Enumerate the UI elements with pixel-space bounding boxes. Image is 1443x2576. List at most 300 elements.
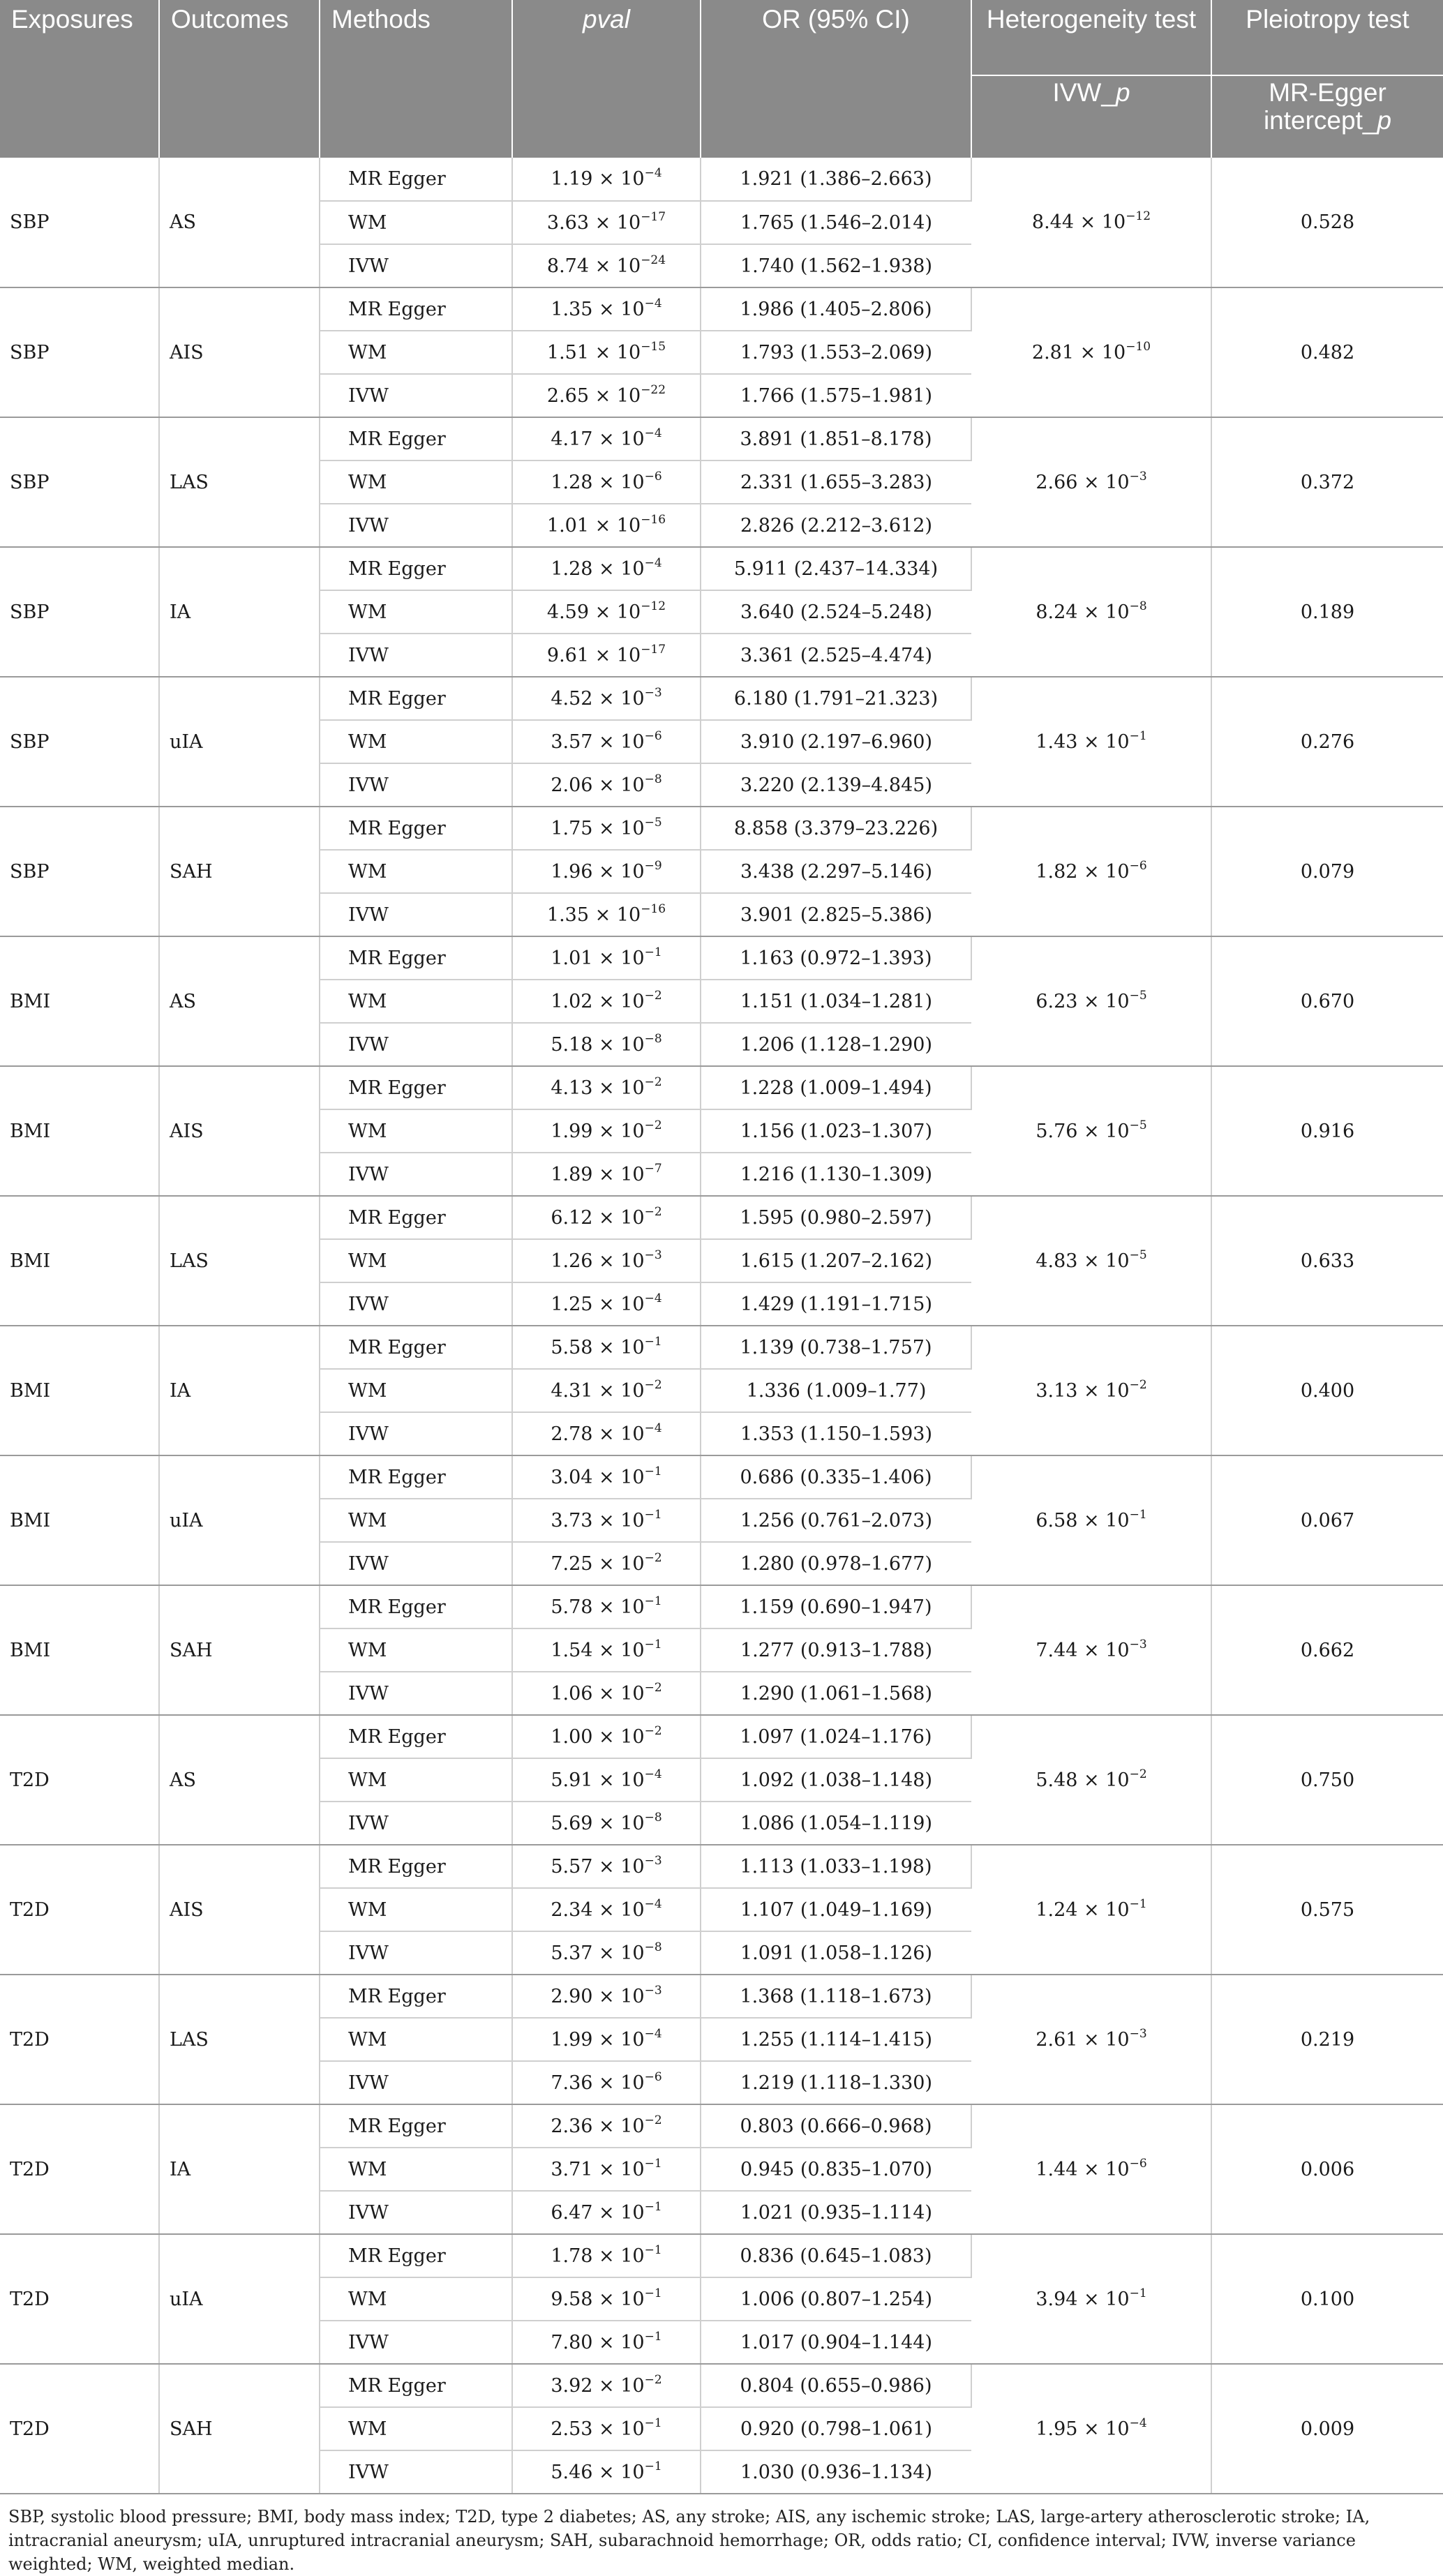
pval-cell-mantissa: 7.36 — [551, 2072, 593, 2094]
or-ci-cell: 1.163 (0.972–1.393) — [701, 936, 971, 980]
pval-cell-mantissa: 3.73 — [551, 1509, 593, 1532]
pval-cell-times-ten: × 10 — [595, 341, 641, 364]
heterogeneity-cell — [971, 1715, 1211, 1845]
pval-cell-mantissa: 1.02 — [551, 990, 593, 1012]
pleiotropy-cell: 0.009 — [1211, 2364, 1443, 2494]
table-row — [0, 1845, 1443, 1888]
pval-cell-mantissa: 2.65 — [546, 384, 590, 407]
method-cell: IVW — [320, 2061, 512, 2104]
or-ci-cell: 1.766 (1.575–1.981) — [701, 374, 971, 417]
method-cell: IVW — [320, 1542, 512, 1585]
pval-cell — [512, 2234, 701, 2277]
method-cell: IVW — [320, 374, 512, 417]
pval-cell — [512, 1931, 701, 1975]
heterogeneity-cell-exponent: −4 — [1129, 2416, 1147, 2430]
method-cell: MR Egger — [320, 807, 512, 850]
pval-cell-times-ten: × 10 — [599, 2374, 645, 2397]
pval-cell — [512, 1153, 701, 1196]
table-row — [0, 1715, 1443, 1758]
table-row — [0, 1326, 1443, 1369]
pval-cell-mantissa: 1.89 — [551, 1163, 593, 1185]
method-cell: IVW — [320, 2191, 512, 2234]
method-cell: IVW — [320, 634, 512, 677]
or-ci-cell: 1.216 (1.130–1.309) — [701, 1153, 971, 1196]
header-pleiotropy: Pleiotropy test — [1211, 0, 1443, 75]
heterogeneity-cell-exponent: −6 — [1129, 2156, 1147, 2171]
pval-cell-exponent: −8 — [644, 1031, 662, 1046]
method-cell: MR Egger — [320, 417, 512, 460]
method-cell: WM — [320, 1758, 512, 1802]
pval-cell-times-ten: × 10 — [599, 2245, 645, 2267]
pval-cell-exponent: −24 — [641, 253, 666, 267]
pval-cell — [512, 374, 701, 417]
pval-cell-times-ten: × 10 — [599, 428, 645, 450]
or-ci-cell: 1.151 (1.034–1.281) — [701, 980, 971, 1023]
heterogeneity-cell — [971, 1196, 1211, 1326]
pval-cell-mantissa: 1.28 — [551, 557, 593, 580]
pval-cell-mantissa: 2.34 — [551, 1899, 593, 1921]
pval-cell-mantissa: 7.80 — [551, 2331, 593, 2353]
pval-cell-mantissa: 5.58 — [551, 1336, 593, 1358]
pval-cell-mantissa: 1.75 — [551, 817, 593, 839]
pval-cell-times-ten: × 10 — [599, 2288, 645, 2310]
pval-cell-mantissa: 1.99 — [551, 1120, 593, 1142]
header-pval-text: pval — [583, 5, 630, 33]
method-cell: MR Egger — [320, 677, 512, 720]
pval-cell-times-ten: × 10 — [599, 1855, 645, 1878]
pval-cell-exponent: −8 — [644, 1810, 662, 1825]
pval-cell — [512, 158, 701, 201]
heterogeneity-cell — [971, 936, 1211, 1066]
method-cell: IVW — [320, 1672, 512, 1715]
heterogeneity-cell — [971, 1066, 1211, 1196]
or-ci-cell: 1.206 (1.128–1.290) — [701, 1023, 971, 1066]
pval-cell-mantissa: 2.06 — [551, 774, 593, 796]
heterogeneity-cell-exponent: −3 — [1129, 1637, 1147, 1652]
pval-cell-mantissa: 1.96 — [551, 860, 593, 883]
heterogeneity-cell-exponent: −8 — [1129, 599, 1147, 613]
heterogeneity-cell-times-ten: × 10 — [1084, 1379, 1130, 1402]
pval-cell — [512, 504, 701, 547]
header-exposures: Exposures — [0, 0, 159, 158]
heterogeneity-cell-exponent: −2 — [1129, 1377, 1147, 1392]
pval-cell — [512, 1845, 701, 1888]
method-cell: IVW — [320, 1153, 512, 1196]
table-footnote: SBP, systolic blood pressure; BMI, body mass index; T2D, type 2 diabetes; AS, any stroke; AIS, any ischemic stroke; LAS, large-artery atherosclerotic stroke; IA, intracranial aneurysm; uIA, unruptured intracranial aneurysm; SAH, subarachnoid hemorrhage; OR, odds ratio; CI, confidence interval; IVW, inverse variance weighted; WM, weighted median. — [8, 2507, 1370, 2574]
pval-cell-mantissa: 2.36 — [551, 2115, 593, 2137]
or-ci-cell: 1.280 (0.978–1.677) — [701, 1542, 971, 1585]
outcome-cell: AS — [159, 1715, 320, 1845]
pval-cell-mantissa: 4.59 — [546, 601, 590, 623]
pval-cell-exponent: −3 — [644, 1853, 662, 1868]
pleiotropy-cell: 0.276 — [1211, 677, 1443, 807]
pval-cell-exponent: −1 — [644, 2199, 662, 2214]
pleiotropy-cell: 0.189 — [1211, 547, 1443, 677]
heterogeneity-cell-times-ten: × 10 — [1084, 2028, 1130, 2051]
pval-cell — [512, 2321, 701, 2364]
pval-cell — [512, 1023, 701, 1066]
or-ci-cell: 1.228 (1.009–1.494) — [701, 1066, 971, 1109]
pval-cell-mantissa: 1.01 — [546, 514, 590, 537]
heterogeneity-cell-times-ten: × 10 — [1079, 211, 1126, 233]
heterogeneity-cell-exponent: −5 — [1129, 988, 1147, 1003]
method-cell: WM — [320, 1499, 512, 1542]
table-row — [0, 936, 1443, 980]
method-cell: WM — [320, 2148, 512, 2191]
method-cell: WM — [320, 1628, 512, 1672]
pleiotropy-cell: 0.633 — [1211, 1196, 1443, 1326]
pval-cell-times-ten: × 10 — [599, 687, 645, 710]
outcome-cell: LAS — [159, 417, 320, 547]
method-cell: MR Egger — [320, 1326, 512, 1369]
heterogeneity-cell-exponent: −12 — [1126, 209, 1151, 223]
heterogeneity-cell-times-ten: × 10 — [1084, 731, 1130, 753]
pleiotropy-cell: 0.750 — [1211, 1715, 1443, 1845]
heterogeneity-cell-mantissa: 4.83 — [1035, 1250, 1078, 1272]
heterogeneity-cell-times-ten: × 10 — [1084, 860, 1130, 883]
method-cell: WM — [320, 850, 512, 893]
outcome-cell: uIA — [159, 2234, 320, 2364]
heterogeneity-cell-times-ten: × 10 — [1084, 1509, 1130, 1532]
method-cell: IVW — [320, 1023, 512, 1066]
or-ci-cell: 5.911 (2.437–14.334) — [701, 547, 971, 590]
pval-cell-times-ten: × 10 — [599, 774, 645, 796]
pval-cell — [512, 1542, 701, 1585]
pval-cell — [512, 1888, 701, 1931]
or-ci-cell: 3.640 (2.524–5.248) — [701, 590, 971, 634]
pval-cell-mantissa: 3.71 — [551, 2158, 593, 2180]
or-ci-cell: 0.836 (0.645–1.083) — [701, 2234, 971, 2277]
or-ci-cell: 2.826 (2.212–3.612) — [701, 504, 971, 547]
pval-cell-times-ten: × 10 — [599, 2158, 645, 2180]
pval-cell — [512, 936, 701, 980]
pval-cell-exponent: −2 — [644, 1377, 662, 1392]
pval-cell-times-ten: × 10 — [599, 2028, 645, 2051]
heterogeneity-cell-mantissa: 2.66 — [1035, 471, 1078, 493]
method-cell: IVW — [320, 1282, 512, 1326]
pleiotropy-cell: 0.482 — [1211, 287, 1443, 417]
or-ci-cell: 1.793 (1.553–2.069) — [701, 331, 971, 374]
pval-cell-mantissa: 2.78 — [551, 1423, 593, 1445]
table-row — [0, 807, 1443, 850]
pval-cell — [512, 460, 701, 504]
heterogeneity-cell — [971, 547, 1211, 677]
pval-cell-mantissa: 1.51 — [546, 341, 590, 364]
pval-cell-exponent: −2 — [644, 1074, 662, 1089]
pval-cell — [512, 1802, 701, 1845]
method-cell: WM — [320, 331, 512, 374]
exposure-cell: BMI — [0, 1196, 159, 1326]
method-cell: IVW — [320, 1931, 512, 1975]
pval-cell — [512, 1326, 701, 1369]
table-row — [0, 287, 1443, 331]
pval-cell-times-ten: × 10 — [595, 904, 641, 926]
or-ci-cell: 1.021 (0.935–1.114) — [701, 2191, 971, 2234]
or-ci-cell: 0.945 (0.835–1.070) — [701, 2148, 971, 2191]
pval-cell-exponent: −4 — [644, 1421, 662, 1435]
pval-cell-times-ten: × 10 — [599, 2418, 645, 2440]
pval-cell — [512, 1758, 701, 1802]
or-ci-cell: 1.595 (0.980–2.597) — [701, 1196, 971, 1239]
pval-cell — [512, 1109, 701, 1153]
pval-cell-exponent: −8 — [644, 1940, 662, 1954]
pval-cell-times-ten: × 10 — [595, 601, 641, 623]
pval-cell-mantissa: 1.54 — [551, 1639, 593, 1661]
pval-cell-times-ten: × 10 — [599, 1336, 645, 1358]
pval-cell-mantissa: 1.78 — [551, 2245, 593, 2267]
or-ci-cell: 1.091 (1.058–1.126) — [701, 1931, 971, 1975]
pval-cell-times-ten: × 10 — [599, 1077, 645, 1099]
pval-cell-times-ten: × 10 — [595, 384, 641, 407]
table-row — [0, 2234, 1443, 2277]
pval-cell — [512, 1455, 701, 1499]
pval-cell-times-ten: × 10 — [595, 514, 641, 537]
heterogeneity-cell-times-ten: × 10 — [1084, 990, 1130, 1012]
or-ci-cell: 1.159 (0.690–1.947) — [701, 1585, 971, 1628]
pval-cell-exponent: −6 — [644, 469, 662, 484]
pval-cell-exponent: −5 — [644, 815, 662, 830]
pval-cell-exponent: −4 — [644, 1767, 662, 1781]
heterogeneity-cell-times-ten: × 10 — [1084, 2158, 1130, 2180]
heterogeneity-cell-times-ten: × 10 — [1084, 471, 1130, 493]
pval-cell — [512, 1239, 701, 1282]
header-heterogeneity: Heterogeneity test — [971, 0, 1211, 75]
exposure-cell: T2D — [0, 1845, 159, 1975]
pleiotropy-cell: 0.372 — [1211, 417, 1443, 547]
pval-cell-times-ten: × 10 — [599, 471, 645, 493]
or-ci-cell: 0.686 (0.335–1.406) — [701, 1455, 971, 1499]
pval-cell-exponent: −6 — [644, 2069, 662, 2084]
pval-cell-mantissa: 1.00 — [551, 1725, 593, 1748]
or-ci-cell: 1.092 (1.038–1.148) — [701, 1758, 971, 1802]
method-cell: WM — [320, 2407, 512, 2450]
pval-cell — [512, 2277, 701, 2321]
pleiotropy-cell: 0.575 — [1211, 1845, 1443, 1975]
method-cell: MR Egger — [320, 547, 512, 590]
pval-cell-exponent: −17 — [641, 209, 666, 224]
exposure-cell: SBP — [0, 547, 159, 677]
pval-cell-mantissa: 9.61 — [546, 644, 590, 666]
pval-cell-mantissa: 3.04 — [551, 1466, 593, 1488]
pval-cell-times-ten: × 10 — [595, 211, 641, 234]
heterogeneity-cell — [971, 417, 1211, 547]
or-ci-cell: 1.256 (0.761–2.073) — [701, 1499, 971, 1542]
or-ci-cell: 0.803 (0.666–0.968) — [701, 2104, 971, 2148]
heterogeneity-cell — [971, 807, 1211, 936]
or-ci-cell: 8.858 (3.379–23.226) — [701, 807, 971, 850]
method-cell: MR Egger — [320, 2104, 512, 2148]
exposure-cell: BMI — [0, 1585, 159, 1715]
pval-cell-times-ten: × 10 — [599, 1639, 645, 1661]
pval-cell-times-ten: × 10 — [595, 644, 641, 666]
method-cell: MR Egger — [320, 1975, 512, 2018]
pval-cell — [512, 2364, 701, 2407]
table-row — [0, 547, 1443, 590]
pval-cell-exponent: −1 — [644, 1637, 662, 1652]
heterogeneity-cell-times-ten: × 10 — [1084, 2418, 1130, 2440]
pval-cell-exponent: −1 — [644, 2242, 662, 2257]
pval-cell-mantissa: 3.92 — [551, 2374, 593, 2397]
heterogeneity-cell-times-ten: × 10 — [1084, 1250, 1130, 1272]
pval-cell-exponent: −1 — [644, 1464, 662, 1478]
pval-cell — [512, 807, 701, 850]
or-ci-cell: 2.331 (1.655–3.283) — [701, 460, 971, 504]
exposure-cell: T2D — [0, 1975, 159, 2104]
pval-cell-exponent: −1 — [644, 2416, 662, 2430]
pval-cell-exponent: −16 — [641, 901, 666, 916]
or-ci-cell: 0.804 (0.655–0.986) — [701, 2364, 971, 2407]
table-row — [0, 158, 1443, 201]
or-ci-cell: 1.921 (1.386–2.663) — [701, 158, 971, 201]
pleiotropy-cell: 0.067 — [1211, 1455, 1443, 1585]
heterogeneity-cell-times-ten: × 10 — [1079, 341, 1126, 364]
table-row — [0, 1455, 1443, 1499]
table-row — [0, 1066, 1443, 1109]
pval-cell-exponent: −6 — [644, 728, 662, 743]
pval-cell-exponent: −1 — [644, 1507, 662, 1522]
pval-cell — [512, 763, 701, 807]
pval-cell-mantissa: 5.37 — [551, 1942, 593, 1964]
heterogeneity-cell — [971, 1975, 1211, 2104]
outcome-cell: SAH — [159, 2364, 320, 2494]
pval-cell-times-ten: × 10 — [599, 1163, 645, 1185]
pval-cell-mantissa: 1.01 — [551, 947, 593, 969]
or-ci-cell: 1.139 (0.738–1.757) — [701, 1326, 971, 1369]
pval-cell — [512, 2450, 701, 2494]
pval-cell-exponent: −2 — [644, 1550, 662, 1565]
table-row — [0, 677, 1443, 720]
method-cell: IVW — [320, 1802, 512, 1845]
pval-cell-times-ten: × 10 — [599, 1682, 645, 1705]
table-row — [0, 2364, 1443, 2407]
pval-cell-exponent: −9 — [644, 858, 662, 873]
pval-cell — [512, 244, 701, 287]
outcome-cell: AS — [159, 158, 320, 287]
heterogeneity-cell-mantissa: 3.94 — [1035, 2288, 1078, 2310]
method-cell: WM — [320, 1109, 512, 1153]
or-ci-cell: 3.901 (2.825–5.386) — [701, 893, 971, 936]
pval-cell — [512, 2191, 701, 2234]
method-cell: WM — [320, 980, 512, 1023]
pval-cell-mantissa: 1.99 — [551, 2028, 593, 2051]
method-cell: WM — [320, 201, 512, 244]
method-cell: MR Egger — [320, 1196, 512, 1239]
pval-cell-mantissa: 8.74 — [546, 255, 590, 277]
method-cell: MR Egger — [320, 1845, 512, 1888]
heterogeneity-cell-exponent: −1 — [1129, 1507, 1147, 1522]
pval-cell-times-ten: × 10 — [599, 1250, 645, 1272]
heterogeneity-cell — [971, 158, 1211, 287]
or-ci-cell: 3.910 (2.197–6.960) — [701, 720, 971, 763]
pleiotropy-cell: 0.219 — [1211, 1975, 1443, 2104]
pval-cell-times-ten: × 10 — [599, 860, 645, 883]
heterogeneity-cell-mantissa: 1.43 — [1035, 731, 1078, 753]
pval-cell-times-ten: × 10 — [599, 1769, 645, 1791]
method-cell: WM — [320, 720, 512, 763]
table-header — [0, 0, 1443, 158]
pval-cell-times-ten: × 10 — [599, 817, 645, 839]
pval-cell-mantissa: 5.46 — [551, 2461, 593, 2483]
method-cell: MR Egger — [320, 936, 512, 980]
heterogeneity-cell — [971, 1585, 1211, 1715]
heterogeneity-cell-exponent: −1 — [1129, 728, 1147, 743]
or-ci-cell: 1.030 (0.936–1.134) — [701, 2450, 971, 2494]
pleiotropy-cell: 0.528 — [1211, 158, 1443, 287]
heterogeneity-cell-exponent: −3 — [1129, 2026, 1147, 2041]
heterogeneity-cell-mantissa: 6.58 — [1035, 1509, 1078, 1532]
pval-cell-times-ten: × 10 — [599, 2331, 645, 2353]
heterogeneity-cell — [971, 2234, 1211, 2364]
pval-cell-times-ten: × 10 — [599, 1985, 645, 2007]
pval-cell-mantissa: 6.12 — [551, 1206, 593, 1229]
method-cell: MR Egger — [320, 1715, 512, 1758]
outcome-cell: LAS — [159, 1975, 320, 2104]
pval-cell-exponent: −22 — [641, 382, 666, 397]
pval-cell-times-ten: × 10 — [599, 1293, 645, 1315]
pval-cell — [512, 417, 701, 460]
heterogeneity-cell-exponent: −6 — [1129, 858, 1147, 873]
or-ci-cell: 1.107 (1.049–1.169) — [701, 1888, 971, 1931]
heterogeneity-cell — [971, 2104, 1211, 2234]
table-row — [0, 417, 1443, 460]
pval-cell-times-ten: × 10 — [599, 1206, 645, 1229]
pleiotropy-cell: 0.100 — [1211, 2234, 1443, 2364]
heterogeneity-cell-mantissa: 3.13 — [1035, 1379, 1078, 1402]
or-ci-cell: 1.086 (1.054–1.119) — [701, 1802, 971, 1845]
or-ci-cell: 1.986 (1.405–2.806) — [701, 287, 971, 331]
pval-cell-mantissa: 1.26 — [551, 1250, 593, 1272]
pval-cell — [512, 1715, 701, 1758]
pval-cell-times-ten: × 10 — [599, 731, 645, 753]
pval-cell-exponent: −2 — [644, 1680, 662, 1695]
heterogeneity-cell-mantissa: 8.24 — [1035, 601, 1078, 623]
header-pval — [512, 0, 701, 158]
pval-cell-exponent: −2 — [644, 1118, 662, 1132]
pval-cell-mantissa: 3.63 — [546, 211, 590, 234]
pval-cell-exponent: −1 — [644, 2459, 662, 2473]
pval-cell — [512, 590, 701, 634]
pval-cell-times-ten: × 10 — [599, 1033, 645, 1056]
pval-cell — [512, 2018, 701, 2061]
heterogeneity-cell-times-ten: × 10 — [1084, 601, 1130, 623]
pval-cell-mantissa: 5.78 — [551, 1596, 593, 1618]
method-cell: IVW — [320, 2450, 512, 2494]
or-ci-cell: 1.277 (0.913–1.788) — [701, 1628, 971, 1672]
pval-cell-mantissa: 5.91 — [551, 1769, 593, 1791]
heterogeneity-cell — [971, 1455, 1211, 1585]
pval-cell — [512, 2148, 701, 2191]
method-cell: MR Egger — [320, 1585, 512, 1628]
heterogeneity-cell-times-ten: × 10 — [1084, 1899, 1130, 1921]
heterogeneity-cell-exponent: −1 — [1129, 2286, 1147, 2300]
pval-cell-exponent: −4 — [644, 426, 662, 440]
heterogeneity-cell-exponent: −10 — [1126, 339, 1151, 354]
pval-cell-mantissa: 1.35 — [551, 298, 593, 320]
or-ci-cell: 1.097 (1.024–1.176) — [701, 1715, 971, 1758]
exposure-cell: SBP — [0, 287, 159, 417]
pval-cell-exponent: −15 — [641, 339, 666, 354]
exposure-cell: T2D — [0, 2104, 159, 2234]
pval-cell-exponent: −17 — [641, 642, 666, 657]
pval-cell-exponent: −4 — [644, 1896, 662, 1911]
header-egger-italic: p — [1377, 106, 1392, 135]
method-cell: WM — [320, 2018, 512, 2061]
pval-cell-times-ten: × 10 — [599, 1466, 645, 1488]
pval-cell-mantissa: 2.90 — [551, 1985, 593, 2007]
method-cell: MR Egger — [320, 2234, 512, 2277]
or-ci-cell: 1.615 (1.207–2.162) — [701, 1239, 971, 1282]
pleiotropy-cell: 0.006 — [1211, 2104, 1443, 2234]
